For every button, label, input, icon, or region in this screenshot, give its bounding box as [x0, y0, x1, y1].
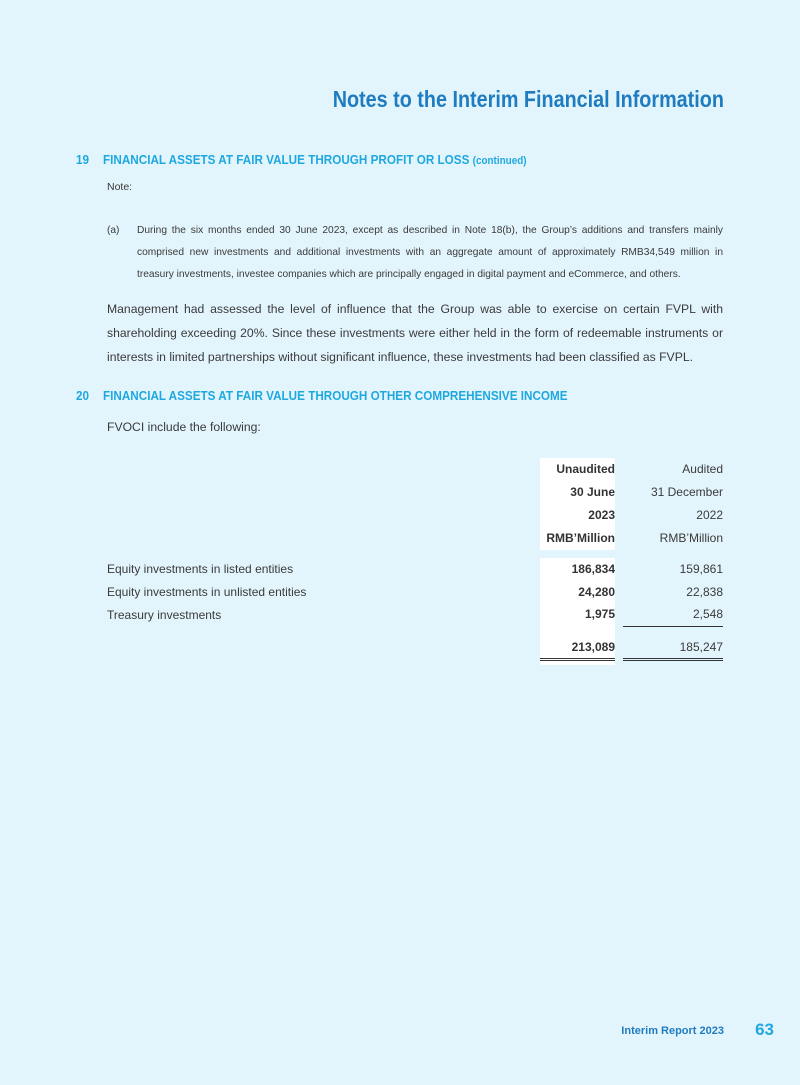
section-19-heading — [76, 152, 527, 167]
header-cell: 2023 — [540, 504, 615, 527]
header-cell: RMB’Million — [659, 531, 723, 545]
note-text: During the six months ended 30 June 2023, except as described in Note 18(b), the Group’s additions and transfers mainly comprised new investments and additional investments with an aggregate amount of approximately RMB34,549 million in treasury investments, investee companies which are principally engaged in digital payment and eCommerce, and others. — [137, 225, 723, 280]
header-cell: 2022 — [696, 508, 723, 522]
value-2023: 1,975 — [540, 603, 615, 627]
note-tag: (a) — [107, 225, 120, 236]
section-title: FINANCIAL ASSETS AT FAIR VALUE THROUGH PROFIT OR LOSS — [103, 152, 470, 167]
total-row — [107, 627, 723, 665]
value-2023: 24,280 — [540, 581, 615, 604]
value-2022: 22,838 — [686, 585, 723, 599]
value-2022: 159,861 — [679, 562, 723, 576]
fvoci-intro: FVOCI include the following: — [107, 420, 261, 434]
value-2023: 186,834 — [540, 558, 615, 581]
row-label: Treasury investments — [107, 608, 222, 622]
table-header-row — [107, 458, 723, 481]
table-header-row — [107, 504, 723, 527]
header-cell: 30 June — [540, 481, 615, 504]
note-label: Note: — [107, 181, 133, 193]
header-cell: RMB’Million — [540, 527, 615, 550]
section-20-heading — [76, 388, 568, 403]
page-title: Notes to the Interim Financial Information — [332, 86, 724, 112]
section-title: FINANCIAL ASSETS AT FAIR VALUE THROUGH OTHER COMPREHENSIVE INCOME — [103, 388, 568, 403]
fvpl-paragraph: Management had assessed the level of influence that the Group was able to exercise on certain FVPL with shareholding exceeding 20%. Since these investments were either held in the form of redeemable instruments or interests in limited partnerships without significant influence, these investments had been classified as FVPL. — [107, 302, 723, 364]
section-number: 20 — [76, 388, 90, 403]
value-2022: 2,548 — [623, 603, 723, 627]
table-header-row — [107, 481, 723, 504]
total-2023: 213,089 — [540, 640, 615, 661]
header-cell: Audited — [682, 462, 723, 476]
section-number: 19 — [76, 152, 90, 167]
total-2022: 185,247 — [623, 640, 723, 661]
page-number: 63 — [755, 1020, 774, 1039]
table-row — [107, 558, 723, 581]
fvoci-table — [107, 458, 723, 665]
row-label: Equity investments in unlisted entities — [107, 585, 307, 599]
row-label: Equity investments in listed entities — [107, 562, 294, 576]
continued-label: (continued) — [472, 155, 527, 167]
header-cell: Unaudited — [540, 458, 615, 481]
table-row — [107, 581, 723, 604]
header-cell: 31 December — [650, 485, 723, 499]
table-header-row — [107, 527, 723, 550]
note-a — [107, 220, 723, 286]
footer-report-label: Interim Report 2023 — [621, 1025, 724, 1037]
